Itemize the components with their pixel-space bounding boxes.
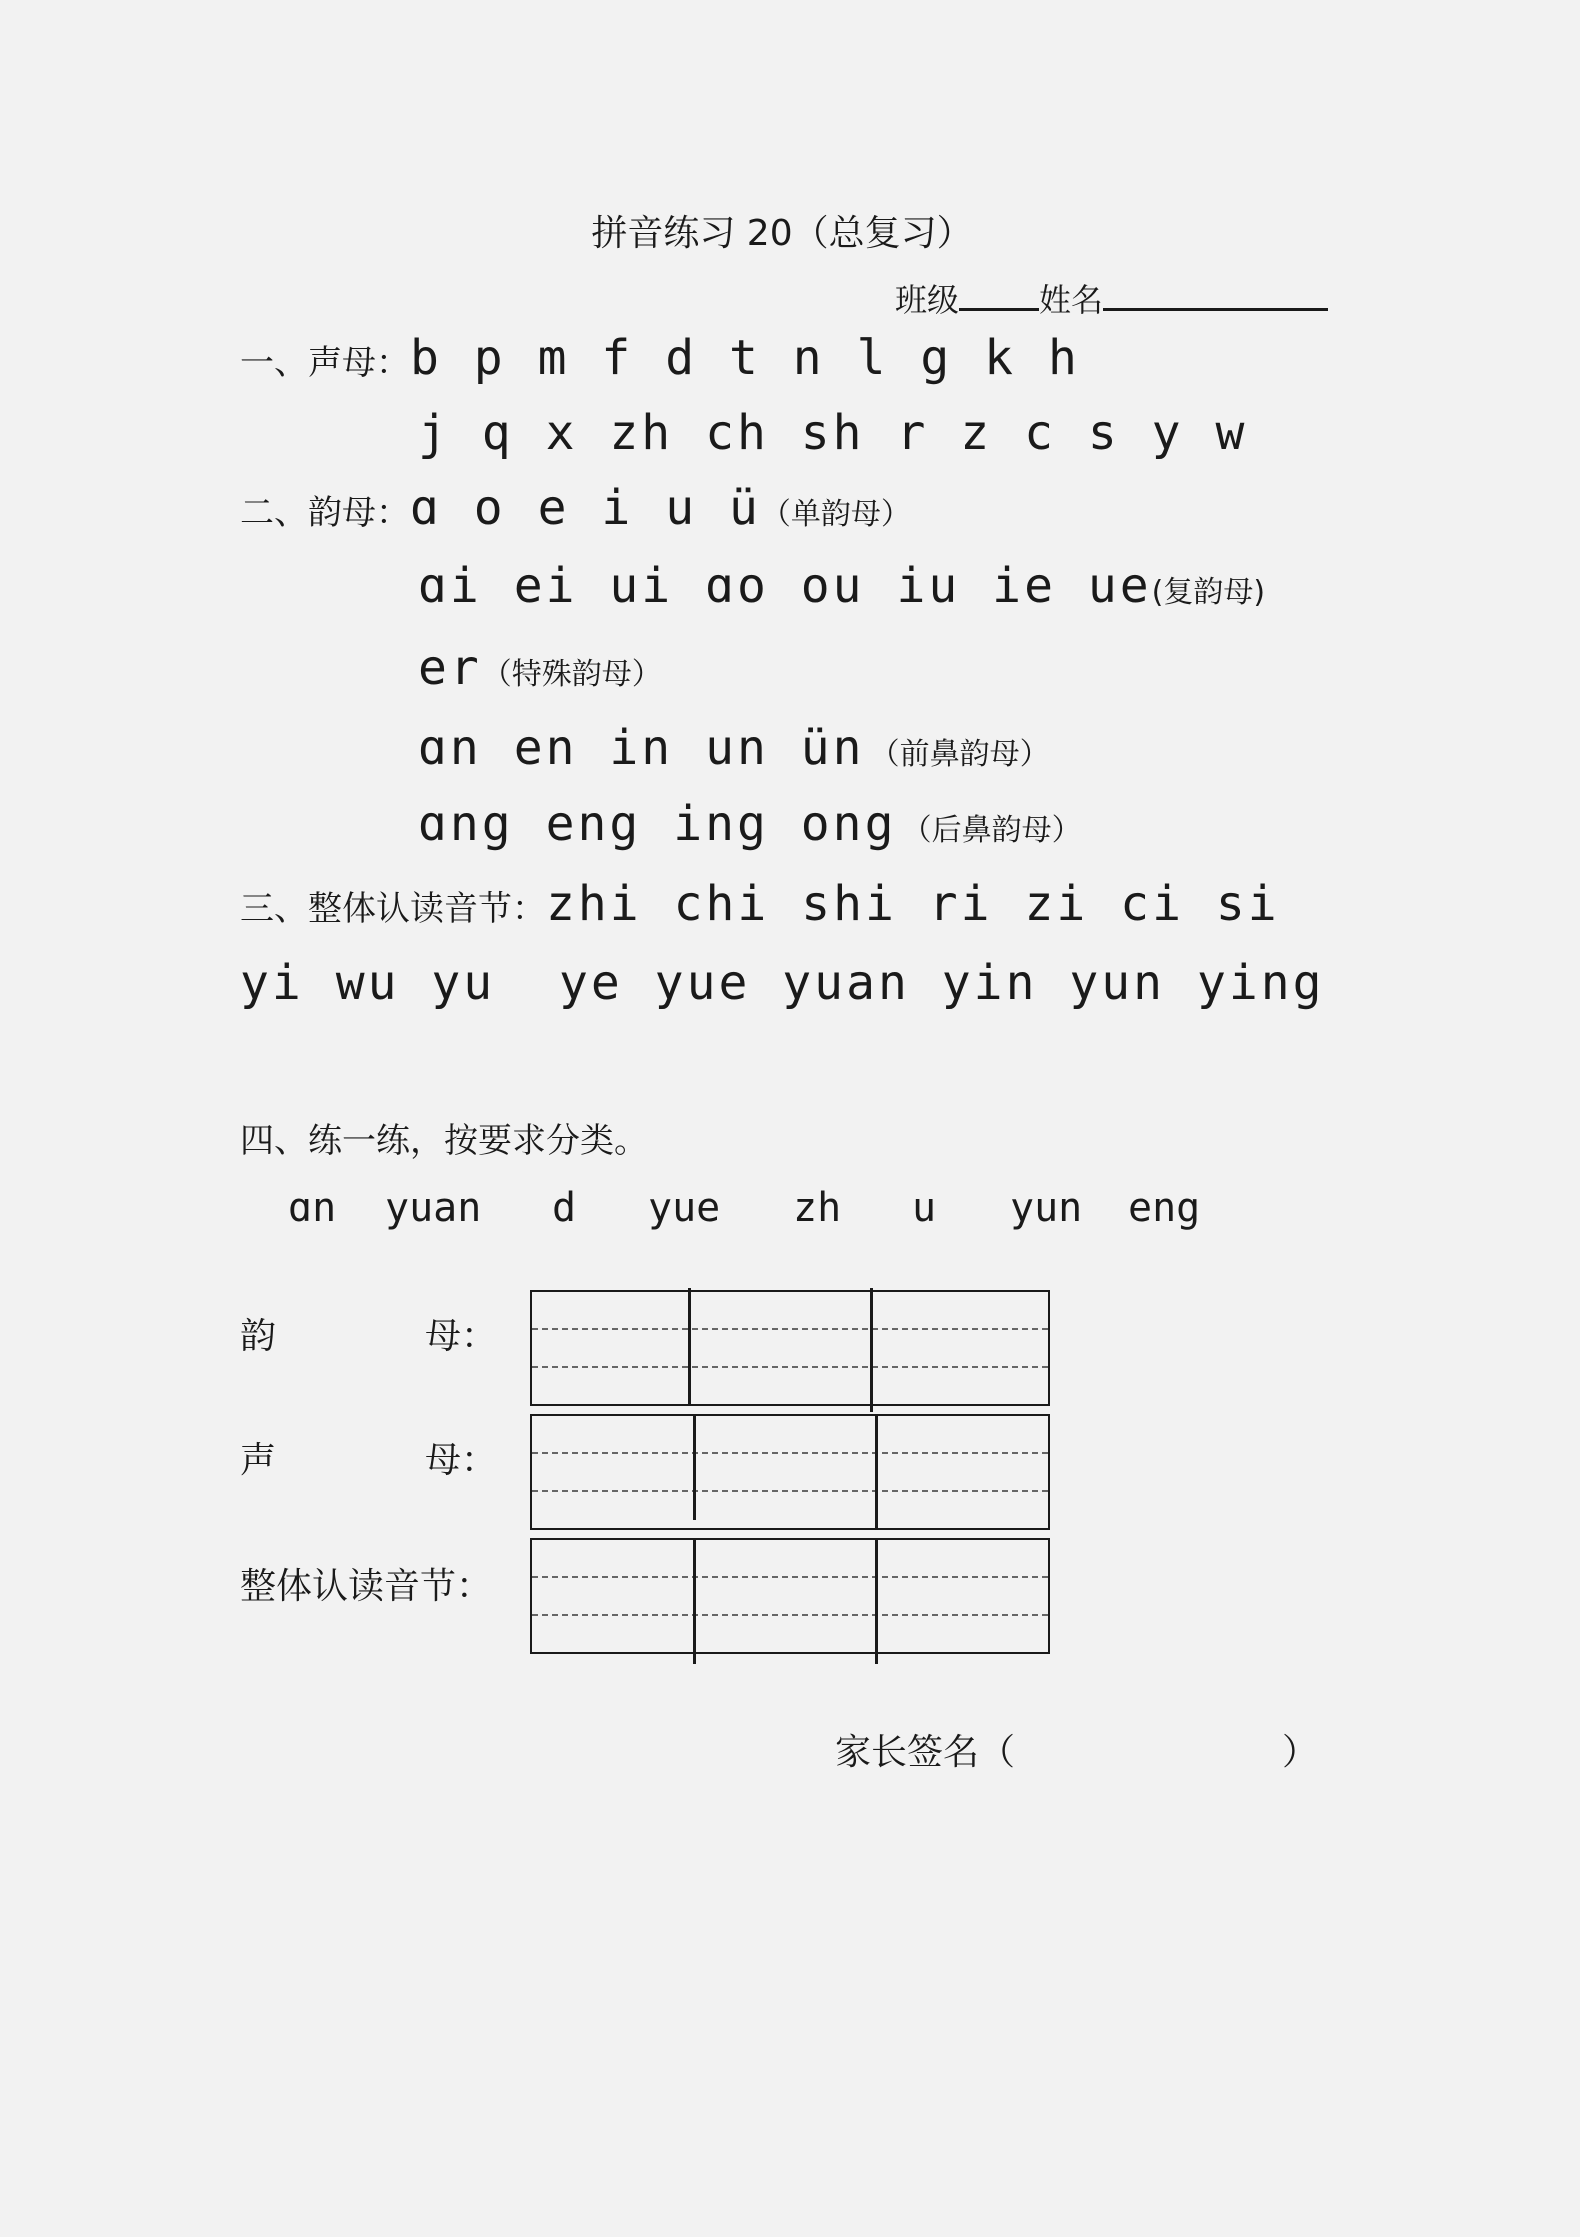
back-nasal-finals: ɑng eng ing ong — [418, 796, 897, 852]
name-blank[interactable] — [1103, 280, 1328, 311]
initials-line-1: b p m f d t n l g k h — [410, 330, 1080, 386]
back-nasal-note: （后鼻韵母） — [901, 813, 1082, 848]
class-blank[interactable] — [959, 280, 1039, 311]
initials-row-label-a: 声 — [240, 1440, 277, 1481]
guide-line — [532, 1328, 1048, 1330]
name-label: 姓名 — [1039, 281, 1104, 319]
whole-syllables-line-2: yi wu yu ye yue yuan yin yun ying — [240, 955, 1325, 1011]
guide-line — [532, 1452, 1048, 1454]
simple-finals: ɑ o e i u ü — [410, 480, 761, 536]
whole-syllables-line-1: zhi chi shi ri zi ci si — [546, 876, 1280, 932]
front-nasal-note: （前鼻韵母） — [869, 737, 1050, 772]
cell-divider — [688, 1288, 691, 1406]
special-finals-line — [418, 640, 662, 696]
cell-divider — [875, 1538, 878, 1664]
section-label: 二、韵母： — [240, 493, 410, 533]
simple-finals-note: （单韵母） — [760, 497, 911, 532]
whole-syllables-row-label: 整体认读音节： — [240, 1566, 493, 1607]
cell-divider — [875, 1414, 878, 1530]
section-label: 一、声母： — [240, 343, 410, 383]
finals-row-label-b: 母： — [425, 1316, 498, 1357]
special-final: er — [418, 640, 482, 696]
guide-line — [532, 1366, 1048, 1368]
initials-line-2: j q x zh ch sh r z c s y w — [418, 405, 1248, 461]
compound-finals-note: (复韵母) — [1151, 575, 1266, 610]
compound-finals-line — [418, 558, 1265, 614]
whole-syllables-writing-grid[interactable] — [530, 1538, 1050, 1654]
guide-line — [532, 1576, 1048, 1578]
exercise-item: yuan — [385, 1185, 482, 1231]
section-finals — [240, 480, 911, 536]
front-nasal-line — [418, 720, 1050, 776]
exercise-item: yun — [1010, 1185, 1083, 1231]
front-nasal-finals: ɑn en in un ün — [418, 720, 865, 776]
exercise-item: ɑn — [288, 1185, 337, 1231]
exercise-instruction: 四、练一练，按要求分类。 — [240, 1121, 648, 1161]
special-final-note: （特殊韵母） — [481, 657, 662, 692]
class-label: 班级 — [895, 281, 960, 319]
section-label: 三、整体认读音节： — [240, 889, 546, 929]
cell-divider — [870, 1288, 873, 1412]
section-initials — [240, 330, 1080, 386]
class-name-line — [895, 275, 1328, 321]
exercise-item: zh — [793, 1185, 842, 1231]
exercise-item: yue — [648, 1185, 721, 1231]
exercise-item: d — [552, 1185, 577, 1231]
parent-signature-label: 家长签名（ — [835, 1732, 1016, 1773]
cell-divider — [693, 1414, 696, 1520]
back-nasal-line — [418, 796, 1082, 852]
guide-line — [532, 1490, 1048, 1492]
page-title: 拼音练习 20（总复习） — [591, 213, 973, 254]
cell-divider — [693, 1538, 696, 1664]
finals-writing-grid[interactable] — [530, 1290, 1050, 1406]
initials-row-label-b: 母： — [425, 1440, 498, 1481]
parent-signature-field[interactable] — [1015, 1722, 1270, 1766]
guide-line — [532, 1614, 1048, 1616]
parent-signature-close: ） — [1282, 1732, 1319, 1773]
section-whole-syllables — [240, 876, 1280, 932]
compound-finals: ɑi ei ui ɑo ou iu ie ue — [418, 558, 1152, 614]
finals-row-label-a: 韵 — [240, 1316, 277, 1357]
exercise-item: u — [912, 1185, 937, 1231]
initials-writing-grid[interactable] — [530, 1414, 1050, 1530]
exercise-item: eng — [1128, 1185, 1201, 1231]
